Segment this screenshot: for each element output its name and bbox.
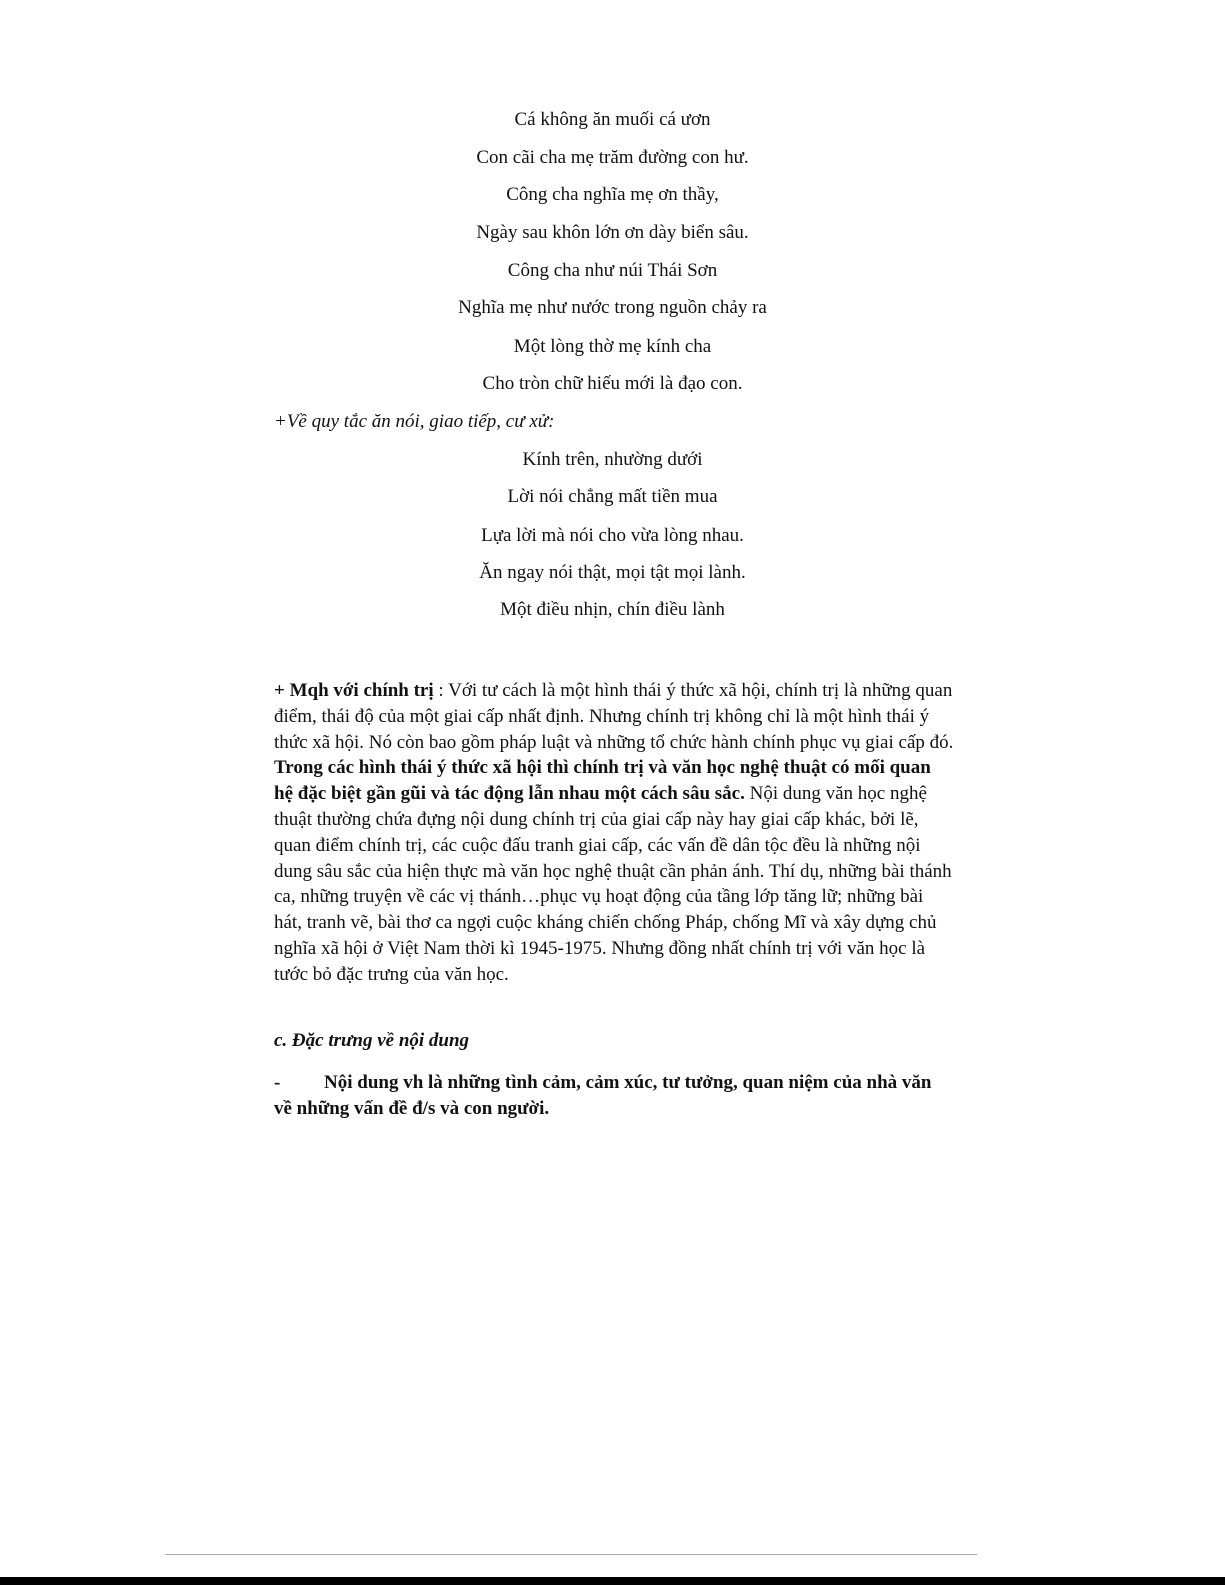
poem-line: Cá không ăn muối cá ươn [514,109,711,130]
poem-line: Ngày sau khôn lớn ơn dày biển sâu. [476,222,749,243]
poem-line: Công cha nghĩa mẹ ơn thầy, [506,184,719,205]
politics-paragraph [274,678,954,988]
poem-line: Ăn ngay nói thật, mọi tật mọi lành. [479,562,746,583]
poem-line: Nghĩa mẹ như nước trong nguồn chảy ra [458,297,767,318]
poem-line: Lời nói chẳng mất tiền mua [507,486,718,507]
bottom-edge-bar [0,1577,1225,1585]
content-bullet [274,1070,934,1122]
poem-line: Một điều nhịn, chín điều lành [500,599,725,620]
politics-text-2: Nội dung văn học nghệ thuật thường chứa đựng nội dung chính trị của giai cấp này hay giai cấp khác, bởi lẽ, quan điểm chính trị, các cuộc đấu tranh giai cấp, các vấn đề dân tộc đều là những nội dung sâu sắc của hiện thực mà văn học nghệ thuật cần phản ánh. Thí dụ, những bài thánh ca, những truyện về các vị thánh…phục vụ hoạt động của tầng lớp tăng lữ; những bài hát, tranh vẽ, bài thơ ca ngợi cuộc kháng chiến chống Pháp, chống Mĩ và xây dựng chủ nghĩa xã hội ở Việt Nam thời kì 1945-1975. Nhưng đồng nhất chính trị với văn học là tước bỏ đặc trưng của văn học. [274,783,952,985]
politics-text-1: : Với tư cách là một hình thái ý thức xã hội, chính trị là những quan điểm, thái độ của một giai cấp nhất định. Nhưng chính trị không chỉ là một hình thái ý thức xã hội. Nó còn bao gồm pháp luật và những tổ chức hành chính phục vụ giai cấp đó. [274,680,954,753]
poem-line: Lựa lời mà nói cho vừa lòng nhau. [481,525,744,546]
subheading-conduct: +Về quy tắc ăn nói, giao tiếp, cư xử: [274,411,555,432]
page-divider [165,1554,977,1555]
poem-line: Con cãi cha mẹ trăm đường con hư. [476,147,749,168]
poem-line: Một lòng thờ mẹ kính cha [513,336,712,357]
section-c-heading: c. Đặc trưng về nội dung [274,1030,470,1051]
poem-line: Kính trên, nhường dưới [522,449,703,470]
bullet-dash: - [274,1072,281,1093]
bullet-text: Nội dung vh là những tình cảm, cảm xúc, tư tưởng, quan niệm của nhà văn về những vấn đề đ/s và con người. [274,1072,932,1119]
poem-line: Công cha như núi Thái Sơn [507,260,718,281]
politics-lead: + Mqh với chính trị [274,680,434,701]
poem-line: Cho tròn chữ hiếu mới là đạo con. [482,373,743,394]
politics-emphasis: Trong các hình thái ý thức xã hội thì chính trị và văn học nghệ thuật có mối quan hệ đặc biệt gần gũi và tác động lẫn nhau một cách sâu sắc. [274,757,931,805]
